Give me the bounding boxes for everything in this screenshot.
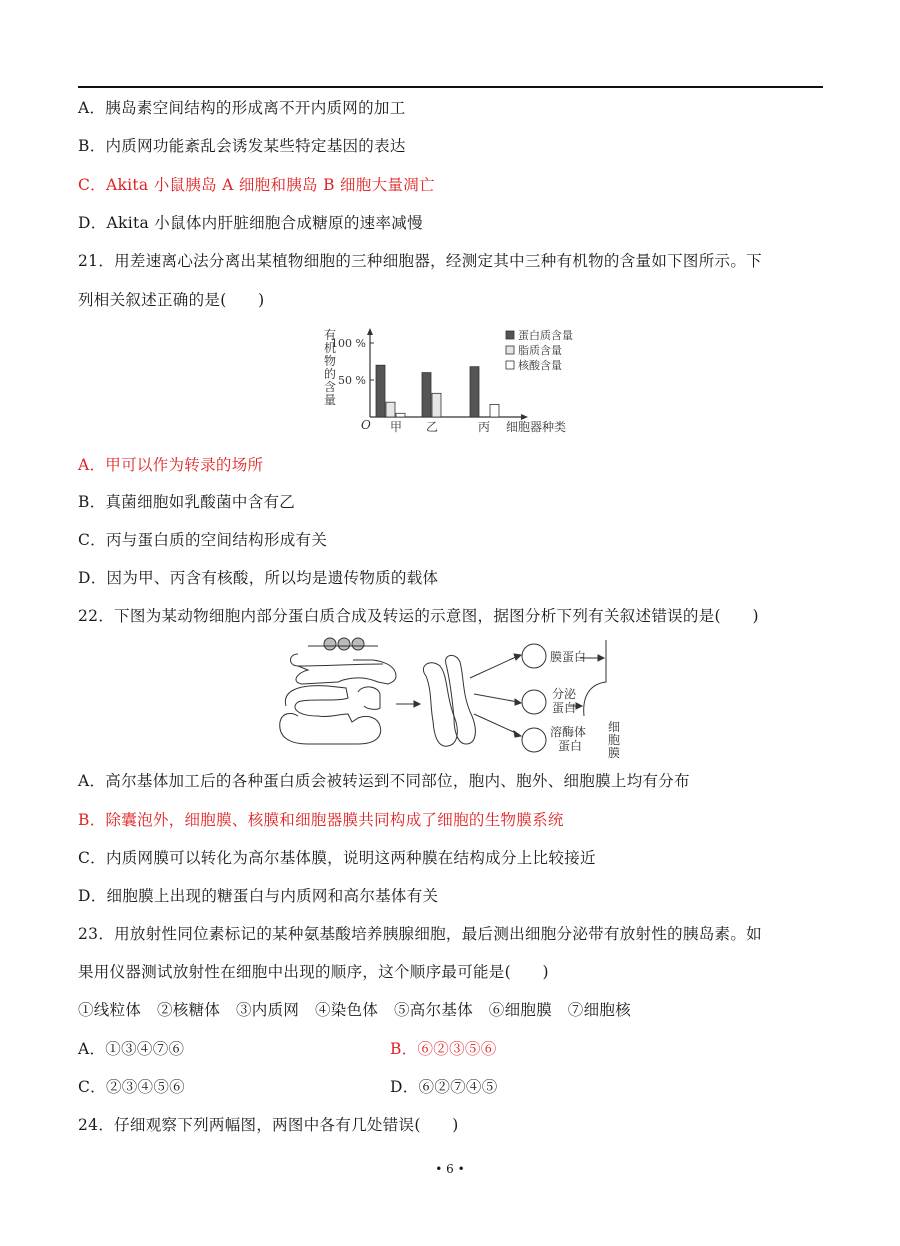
q20-option-a: A．胰岛素空间结构的形成离不开内质网的加工 — [78, 99, 406, 117]
legend-label: 脂质含量 — [518, 344, 562, 357]
x-tick-label: 丙 — [478, 420, 491, 434]
x-tick-label: 甲 — [390, 420, 403, 434]
y-axis-label-char: 量 — [324, 393, 337, 407]
vesicle-membrane-protein — [522, 644, 546, 668]
q23-option-b-answer: B．⑥②③⑤⑥ — [390, 1040, 497, 1058]
y-axis-arrow — [367, 328, 373, 335]
y-axis-label-char: 物 — [324, 354, 337, 368]
golgi-apparatus — [446, 655, 476, 744]
y-axis-label-char: 的 — [324, 367, 337, 381]
q22-option-b-answer: B．除囊泡外，细胞膜、核膜和细胞器膜共同构成了细胞的生物膜系统 — [78, 811, 564, 829]
q22-stem: 22．下图为某动物细胞内部分蛋白质合成及转运的示意图，据图分析下列有关叙述错误的是( ) — [78, 607, 759, 625]
q23-option-c: C．②③④⑤⑥ — [78, 1078, 185, 1096]
legend-swatch — [506, 331, 514, 339]
label-lysosome-1: 溶酶体 — [550, 725, 587, 739]
arrow-to-secretory-protein — [474, 694, 518, 702]
q21-option-d: D．因为甲、丙含有核酸，所以均是遗传物质的载体 — [78, 569, 439, 587]
q23-stem-line1: 23．用放射性同位素标记的某种氨基酸培养胰腺细胞，最后测出细胞分泌带有放射性的胰岛素。如 — [78, 925, 762, 943]
q22-option-d: D．细胞膜上出现的糖蛋白与内质网和高尔基体有关 — [78, 887, 439, 905]
arrow-to-membrane-protein — [470, 656, 518, 678]
bar-丙-核酸含量 — [490, 404, 499, 417]
q22-option-a: A．高尔基体加工后的各种蛋白质会被转运到不同部位，胞内、胞外、细胞膜上均有分布 — [78, 772, 690, 790]
q21-option-a-answer: A．甲可以作为转录的场所 — [78, 456, 264, 474]
y-axis-label-char: 含 — [324, 380, 337, 394]
q22-option-c: C．内质网膜可以转化为高尔基体膜，说明这两种膜在结构成分上比较接近 — [78, 849, 596, 867]
header-rule — [78, 86, 823, 88]
label-cell-membrane-2: 胞 — [608, 733, 621, 747]
q21-option-b: B．真菌细胞如乳酸菌中含有乙 — [78, 493, 296, 511]
q23-option-a: A．①③④⑦⑥ — [78, 1040, 185, 1058]
q24-stem: 24．仔细观察下列两幅图，两图中各有几处错误( ) — [78, 1116, 459, 1134]
y-axis-label-char: 有 — [324, 328, 337, 342]
organelle-bar-chart — [318, 325, 588, 440]
cell-membrane — [584, 640, 606, 716]
y-tick-label: 100 % — [331, 337, 366, 350]
q21-stem-line1: 21．用差速离心法分离出某植物细胞的三种细胞器，经测定其中三种有机物的含量如下图所示。下 — [78, 252, 762, 270]
bar-甲-蛋白质含量 — [376, 365, 385, 417]
y-tick-label: 50 % — [338, 374, 366, 387]
ribosome — [352, 638, 364, 650]
bar-乙-脂质含量 — [432, 393, 441, 417]
q20-option-d: D．Akita 小鼠体内肝脏细胞合成糖原的速率减慢 — [78, 214, 423, 232]
legend-swatch — [506, 346, 514, 354]
x-axis-title: 细胞器种类 — [506, 420, 567, 434]
bar-乙-蛋白质含量 — [422, 373, 431, 417]
q20-option-b: B．内质网功能紊乱会诱发某些特定基因的表达 — [78, 137, 406, 155]
vesicle-lysosome — [522, 728, 546, 752]
label-secretory-1: 分泌 — [552, 687, 577, 701]
ribosome — [338, 638, 350, 650]
q23-items: ①线粒体 ②核糖体 ③内质网 ④染色体 ⑤高尔基体 ⑥细胞膜 ⑦细胞核 — [78, 1001, 632, 1019]
q21-stem-line2: 列相关叙述正确的是( ) — [78, 291, 265, 309]
bar-甲-核酸含量 — [396, 413, 405, 417]
arrow-to-lysosome-protein — [474, 714, 518, 734]
q23-option-d: D．⑥②⑦④⑤ — [390, 1078, 498, 1096]
q23-stem-line2: 果用仪器测试放射性在细胞中出现的顺序，这个顺序最可能是( ) — [78, 963, 549, 981]
legend-label: 蛋白质含量 — [518, 329, 573, 342]
ribosome — [324, 638, 336, 650]
q20-option-c-answer: C．Akita 小鼠胰岛 A 细胞和胰岛 B 细胞大量凋亡 — [78, 176, 435, 194]
x-tick-label: 乙 — [426, 420, 439, 434]
endoplasmic-reticulum — [280, 654, 396, 744]
bar-丙-蛋白质含量 — [470, 367, 479, 417]
label-lysosome-2: 蛋白 — [558, 739, 583, 753]
label-cell-membrane-1: 细 — [608, 720, 621, 734]
q21-option-c: C．丙与蛋白质的空间结构形成有关 — [78, 531, 328, 549]
vesicle-secretory-protein — [522, 690, 546, 714]
legend-label: 核酸含量 — [518, 359, 562, 372]
label-membrane-protein: 膜蛋白 — [550, 650, 587, 664]
y-axis-label-char: 机 — [324, 341, 337, 355]
label-secretory-2: 蛋白 — [552, 701, 577, 715]
page-number: • 6 • — [435, 1162, 465, 1176]
legend-swatch — [506, 361, 514, 369]
bar-甲-脂质含量 — [386, 402, 395, 417]
label-cell-membrane-3: 膜 — [608, 746, 621, 760]
origin-label: O — [361, 418, 371, 432]
protein-transport-diagram — [268, 636, 648, 761]
